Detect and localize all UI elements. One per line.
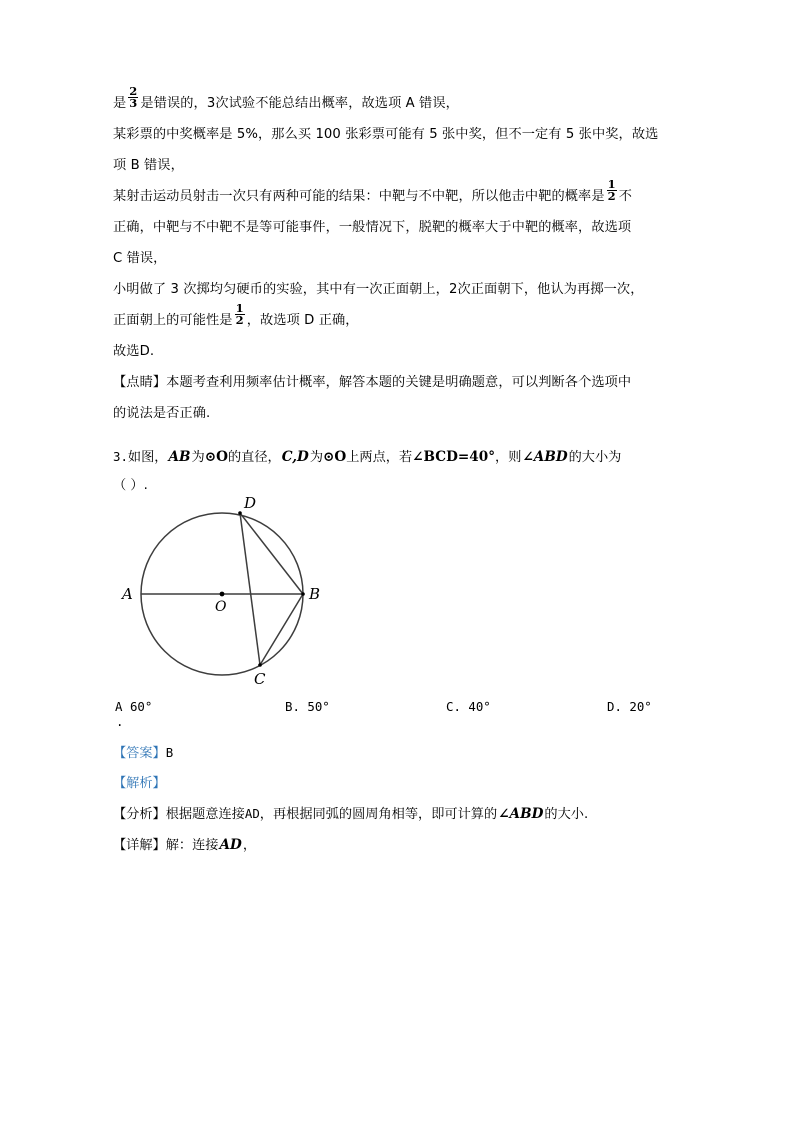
- option-c-value: 40°: [468, 699, 491, 714]
- option-c-label: C.: [446, 699, 461, 714]
- fraction-numerator: 1: [607, 176, 616, 191]
- math-angle-abd: ∠ABD: [522, 449, 568, 465]
- solution-c-line1-pre: 某射击运动员射击一次只有两种可能的结果：中靶与不中靶，所以他击中靶的概率是: [113, 189, 605, 204]
- fenxi-math-angle-abd: ∠ABD: [498, 806, 544, 822]
- fraction-numerator: 2: [129, 83, 138, 98]
- xiangjie-line: [113, 830, 691, 861]
- key-point-line1-text: 本题考查利用频率估计概率，解答本题的关键是明确题意，可以判断各个选项中: [166, 375, 632, 390]
- option-b-label: B.: [285, 699, 300, 714]
- key-point-label: 【点睛】: [113, 375, 167, 390]
- option-a-value: 60°: [129, 699, 153, 714]
- solution-b-line1-text: 某彩票的中奖概率是 5%，那么买 100 张彩票可能有 5 张中奖，但不一定有 5 张中奖，故选: [113, 127, 659, 142]
- option-d-value: 20°: [629, 699, 652, 714]
- question-3-line1: [113, 443, 691, 471]
- option-d-label: D.: [607, 699, 622, 714]
- math-circle-o-2: ⊙O: [323, 449, 347, 465]
- math-angle-bcd: ∠BCD=40°: [412, 449, 496, 465]
- math-cd: C,D: [281, 449, 309, 465]
- figure-label-o: O: [215, 599, 227, 615]
- answer-label: 【答案】: [113, 746, 166, 761]
- question-seg7: 的大小为: [568, 450, 622, 465]
- answer-line: [113, 738, 691, 768]
- question-answer-blank: （ ）.: [113, 478, 148, 493]
- fenxi-pre: 根据题意连接: [165, 807, 245, 822]
- fraction-two-thirds: [128, 83, 138, 111]
- solution-a-prefix: 是: [113, 96, 127, 111]
- question-seg1: 如图，: [127, 450, 168, 465]
- figure-label-b: B: [309, 585, 321, 603]
- solution-line-a: [113, 83, 691, 119]
- fraction-denominator: 2: [235, 313, 244, 328]
- center-point-o: [220, 592, 225, 597]
- question-seg6: ，则: [495, 450, 522, 465]
- question-seg3: 的直径，: [227, 450, 281, 465]
- key-point-line2: [113, 398, 691, 429]
- solution-c-line2-text: 正确，中靶与不中靶不是等可能事件，一般情况下，脱靶的概率大于中靶的概率，故选项: [113, 220, 632, 235]
- explanation-block: [113, 799, 691, 861]
- vertex-dot-b: [301, 592, 305, 596]
- question-number: 3.: [113, 449, 128, 464]
- math-ab: AB: [168, 449, 191, 465]
- key-point-line2-text: 的说法是否正确.: [113, 406, 211, 421]
- solution-a-rest: 是错误的，3次试验不能总结出概率，故选项 A 错误，: [140, 96, 459, 111]
- option-b-value: 50°: [307, 699, 330, 714]
- option-a-letter: A: [115, 699, 123, 714]
- fraction-denominator: 2: [607, 189, 616, 204]
- option-a-trailing-dot: .: [116, 714, 124, 729]
- answer-block: [113, 738, 691, 798]
- segment-cb: [260, 594, 303, 665]
- answer-options-row: [115, 699, 693, 733]
- solution-d-line2-post: ，故选项 D 正确，: [246, 313, 359, 328]
- circle-geometry-figure: [113, 495, 413, 700]
- answer-value: B: [165, 745, 174, 760]
- fraction-denominator: 3: [129, 96, 138, 111]
- figure-label-d: D: [244, 495, 257, 512]
- solution-c-line1-post: 不: [618, 189, 633, 204]
- fraction-numerator: 1: [235, 300, 244, 315]
- solution-conclusion-line: [113, 336, 691, 367]
- solution-d-line1-text: 小明做了 3 次掷均匀硬币的实验，其中有一次正面朝上，2次正面朝下，他认为再掷一次，: [113, 282, 644, 297]
- question-seg4: 为: [309, 450, 323, 465]
- fraction-one-half-c: [607, 176, 617, 204]
- figure-label-a: A: [122, 585, 133, 603]
- vertex-dot-c: [258, 663, 262, 667]
- fenxi-math-ad: AD: [244, 806, 260, 821]
- fenxi-line: [113, 799, 691, 830]
- solution-line-d1: [113, 274, 691, 305]
- solution-line-b2: [113, 150, 691, 181]
- key-point-line1: [113, 367, 691, 398]
- xiangjie-pre: 解：连接: [165, 838, 219, 853]
- solution-line-c2: [113, 212, 691, 243]
- solution-text-block: [113, 83, 691, 429]
- question-3-block: [113, 443, 691, 499]
- analysis-label: 【解析】: [113, 776, 166, 791]
- solution-b-line2-text: 项 B 错误，: [113, 158, 184, 173]
- question-seg2: 为: [191, 450, 205, 465]
- solution-line-b1: [113, 119, 691, 150]
- option-b[interactable]: [285, 699, 330, 714]
- fraction-one-half-d: [235, 300, 245, 328]
- figure-label-c: C: [254, 670, 266, 688]
- option-a[interactable]: [115, 699, 153, 729]
- vertex-dot-d: [238, 511, 242, 515]
- solution-conclusion-text: 故选D.: [113, 344, 155, 359]
- solution-line-c3: [113, 243, 691, 274]
- fenxi-post: 的大小.: [544, 807, 589, 822]
- fenxi-label: 【分析】: [113, 807, 166, 822]
- option-c[interactable]: [446, 699, 491, 714]
- question-seg5: 上两点，若: [346, 450, 413, 465]
- xiangjie-label: 【详解】: [113, 838, 166, 853]
- analysis-line: [113, 768, 691, 798]
- solution-line-d2: [113, 300, 691, 336]
- math-circle-o-1: ⊙O: [204, 449, 228, 465]
- xiangjie-post: ，: [242, 838, 257, 853]
- option-d[interactable]: [607, 699, 652, 714]
- solution-d-line2-pre: 正面朝上的可能性是: [113, 313, 233, 328]
- xiangjie-math-ad: AD: [219, 837, 242, 853]
- solution-line-c1: [113, 176, 691, 212]
- fenxi-mid: ，再根据同弧的圆周角相等，即可计算的: [259, 807, 498, 822]
- solution-c-line3-text: C 错误，: [113, 251, 167, 266]
